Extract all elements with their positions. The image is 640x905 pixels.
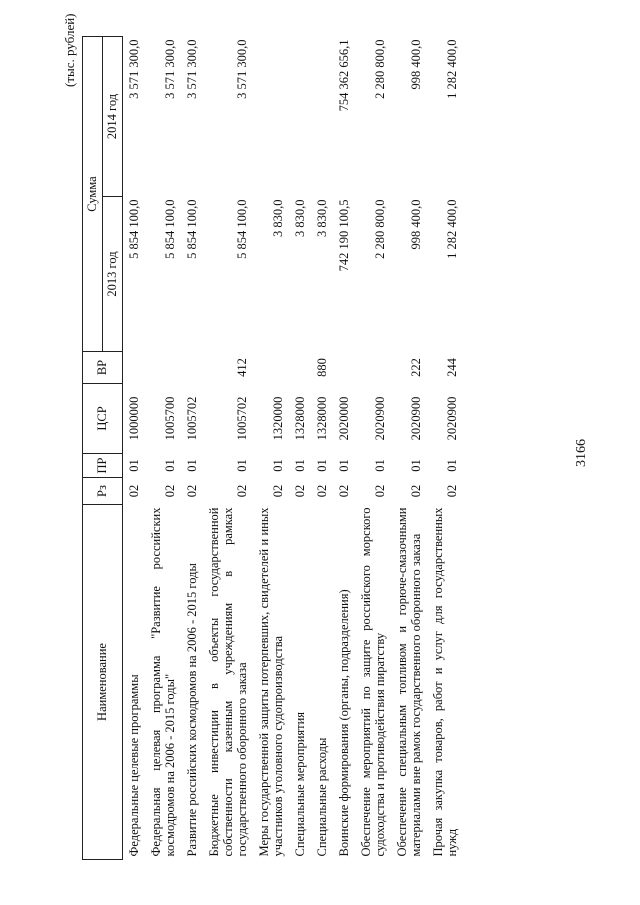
table-body [123, 37, 464, 860]
row-2013: 3 830,0 [271, 199, 285, 237]
table-row [289, 37, 311, 860]
row-2013: 5 854 100,0 [127, 199, 141, 259]
row-pr: 01 [337, 459, 351, 472]
row-2013: 1 282 400,0 [445, 199, 459, 259]
row-2014: 3 571 300,0 [235, 39, 249, 99]
row-name: Прочая закупка товаров, работ и услуг для государственных нужд [431, 507, 459, 857]
row-rz: 02 [409, 484, 423, 498]
row-rz: 02 [271, 484, 285, 498]
row-2013: 5 854 100,0 [235, 199, 249, 259]
table-row [391, 37, 427, 860]
table-row [123, 37, 146, 860]
row-vr [123, 352, 146, 384]
row-2014: 2 280 800,0 [373, 39, 387, 99]
header-sum: Сумма [83, 37, 103, 352]
row-2014: 754 362 656,1 [337, 39, 351, 112]
table-row [181, 37, 203, 860]
row-vr: 412 [235, 358, 249, 377]
header-vr: ВР [83, 352, 123, 384]
row-2014 [253, 37, 289, 197]
row-rz: 02 [293, 484, 307, 498]
row-csr: 1328000 [315, 396, 329, 441]
row-2013: 742 190 100,5 [337, 199, 351, 272]
row-pr: 01 [163, 459, 177, 472]
header-pr: ПР [83, 454, 123, 478]
row-vr: 222 [409, 358, 423, 377]
row-pr: 01 [293, 459, 307, 472]
row-csr: 2020900 [445, 396, 459, 441]
row-name: Развитие российских космодромов на 2006 - 2015 годы [185, 563, 199, 857]
row-name: Обеспечение мероприятий по защите российского морского судоходства и противодействия пиратству [359, 507, 387, 857]
row-2013: 5 854 100,0 [185, 199, 199, 259]
row-2014: 3 571 300,0 [163, 39, 177, 99]
header-2014: 2014 год [103, 37, 123, 197]
row-pr: 01 [315, 459, 329, 472]
row-pr: 01 [127, 459, 141, 472]
row-rz: 02 [235, 484, 249, 498]
table-row [311, 37, 333, 860]
row-csr: 1005702 [185, 396, 199, 441]
row-name: Федеральная целевая программа "Развитие российских космодромов на 2006 - 2015 годы" [149, 507, 177, 857]
row-rz: 02 [127, 484, 141, 498]
header-2013: 2013 год [103, 197, 123, 352]
row-csr: 1005700 [163, 396, 177, 441]
row-name: Меры государственной защиты потерпевших, свидетелей и иных участников уголовного судопроизводства [257, 507, 285, 857]
header-name: Наименование [83, 505, 123, 860]
row-rz: 02 [185, 484, 199, 498]
row-rz: 02 [445, 484, 459, 498]
row-name: Воинские формирования (органы, подразделения) [337, 589, 351, 857]
row-pr: 01 [373, 459, 387, 472]
row-vr [355, 352, 391, 384]
row-pr: 01 [185, 459, 199, 472]
row-vr [145, 352, 181, 384]
header-csr: ЦСР [83, 384, 123, 454]
row-2013: 5 854 100,0 [163, 199, 177, 259]
table-row [427, 37, 463, 860]
row-csr: 2020000 [337, 396, 351, 441]
row-pr: 01 [235, 459, 249, 472]
row-rz: 02 [163, 484, 177, 498]
row-csr: 2020900 [373, 396, 387, 441]
row-pr: 01 [271, 459, 285, 472]
row-csr: 1000000 [127, 396, 141, 441]
row-vr [333, 352, 355, 384]
row-vr: 244 [445, 358, 459, 377]
row-2014 [311, 37, 333, 197]
row-csr: 1328000 [293, 396, 307, 441]
row-rz: 02 [315, 484, 329, 498]
row-2013: 3 830,0 [293, 199, 307, 237]
row-2014: 3 571 300,0 [127, 39, 141, 99]
page-number: 3166 [574, 439, 589, 467]
table-row [203, 37, 253, 860]
row-2014: 1 282 400,0 [445, 39, 459, 99]
row-vr [181, 352, 203, 384]
table-row [145, 37, 181, 860]
row-rz: 02 [337, 484, 351, 498]
row-name: Специальные расходы [315, 737, 329, 857]
row-2014 [289, 37, 311, 197]
row-2014: 3 571 300,0 [185, 39, 199, 99]
row-rz: 02 [373, 484, 387, 498]
row-name: Обеспечение специальным топливом и горюче-смазочными материалами вне рамок государственного оборонного заказа [395, 507, 423, 857]
table-row [355, 37, 391, 860]
row-2013: 3 830,0 [315, 199, 329, 237]
row-vr [253, 352, 289, 384]
row-name: Федеральные целевые программы [127, 674, 141, 857]
table-row [253, 37, 289, 860]
table-header [83, 37, 123, 860]
row-csr: 1320000 [271, 396, 285, 441]
table-row [333, 37, 355, 860]
header-rz: Рз [83, 478, 123, 505]
budget-table [82, 36, 463, 860]
row-2013: 2 280 800,0 [373, 199, 387, 259]
row-csr: 1005702 [235, 396, 249, 441]
row-2014: 998 400,0 [409, 39, 423, 90]
row-name: Специальные мероприятия [293, 711, 307, 857]
row-csr: 2020900 [409, 396, 423, 441]
row-pr: 01 [445, 459, 459, 472]
row-vr [289, 352, 311, 384]
row-2013: 998 400,0 [409, 199, 423, 250]
row-name: Бюджетные инвестиции в объекты государственной собственности казенным учреждениям в рамках государственного оборонного заказа [207, 507, 249, 857]
row-pr: 01 [409, 459, 423, 472]
unit-note: (тыс. рублей) [62, 13, 77, 87]
row-vr: 880 [315, 358, 329, 377]
